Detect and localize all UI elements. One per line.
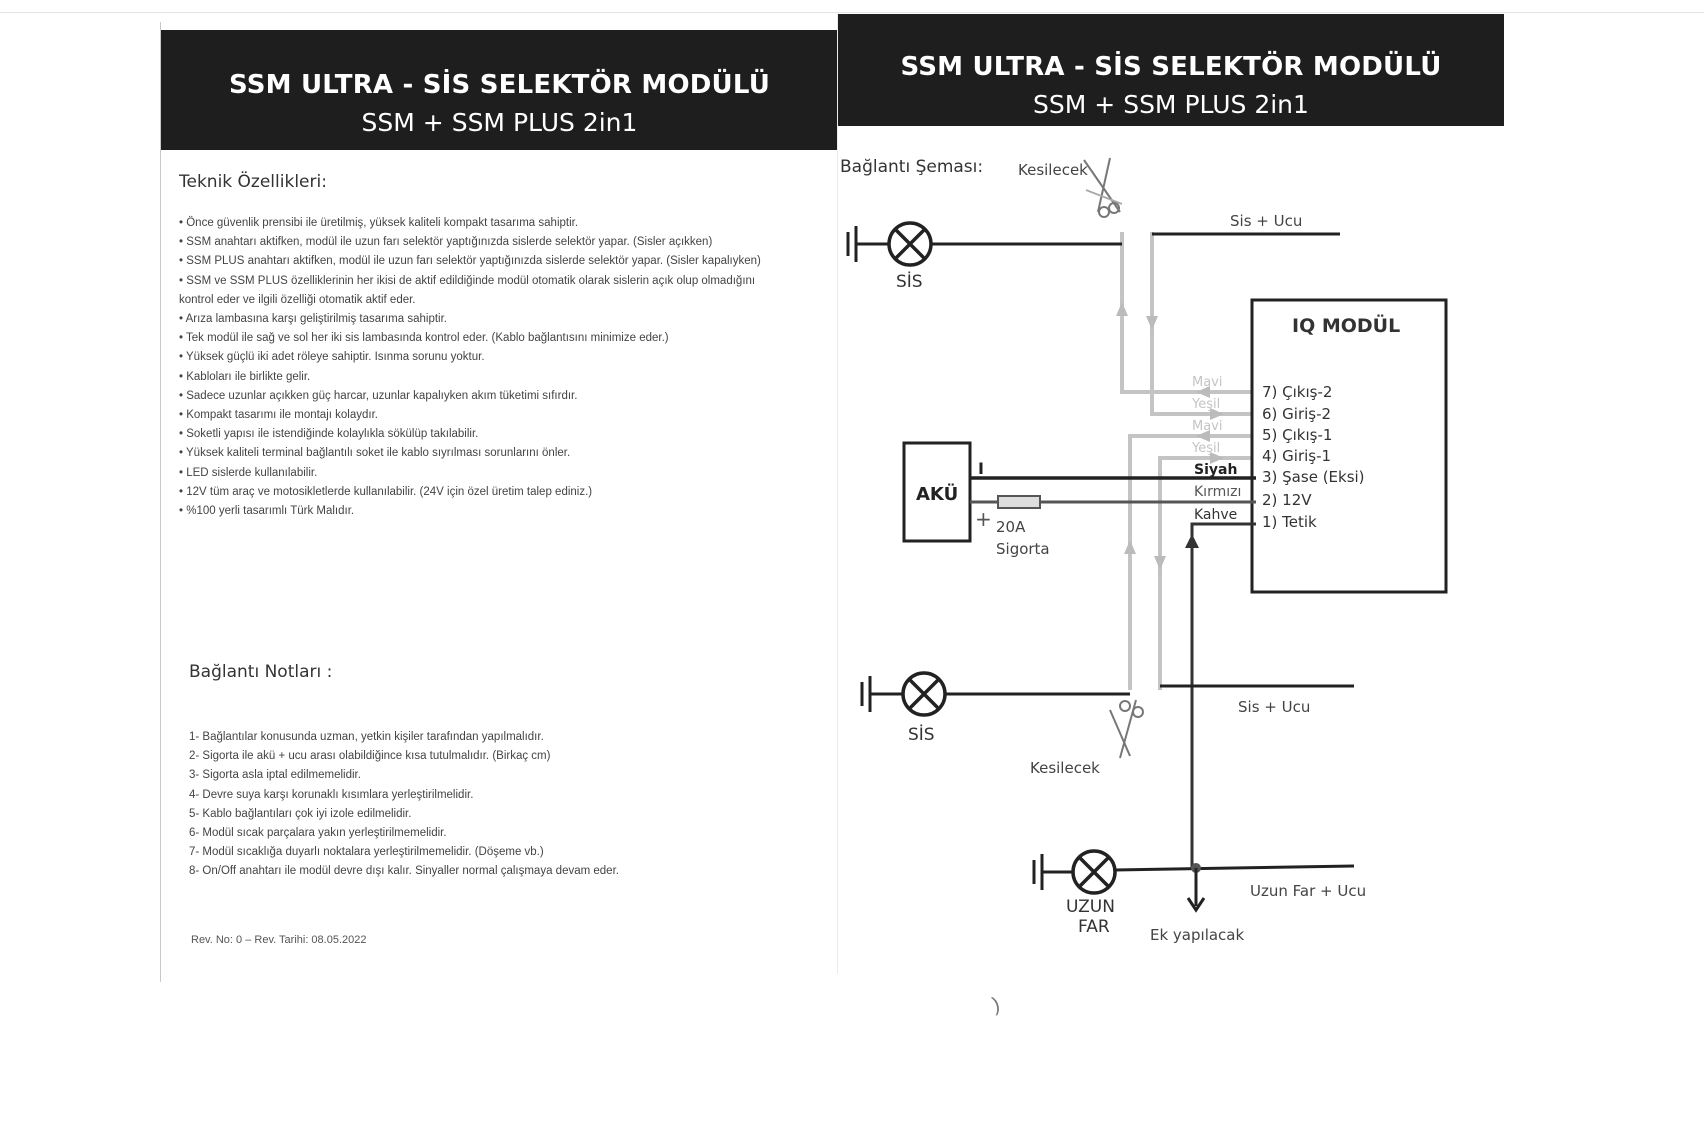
list-item: • Soketli yapısı ile istendiğinde kolaylıkla sökülüp takılabilir. [179, 425, 779, 444]
list-item: • Kabloları ile birlikte gelir. [179, 368, 779, 387]
list-item: 1- Bağlantılar konusunda uzman, yetkin kişiler tarafından yapılmalıdır. [189, 731, 544, 743]
trigger-wire [1192, 524, 1256, 868]
cut-label-top: Kesilecek [1018, 161, 1088, 179]
pin-label: 3) Şase (Eksi) [1262, 468, 1365, 486]
specs-title: Teknik Özellikleri: [179, 172, 327, 192]
list-item: 8- On/Off anahtarı ile modül devre dışı kalır. Sinyaller normal çalışmaya devam eder. [189, 865, 619, 878]
list-item: • Sadece uzunlar açıkken güç harcar, uzunlar kapalıyken akım tüketimi sıfırdır. [179, 387, 779, 406]
diagram-title: Bağlantı Şeması: [840, 157, 984, 177]
notes-title: Bağlantı Notları : [189, 662, 333, 682]
right-header-subtitle: SSM + SSM PLUS 2in1 [1033, 90, 1309, 119]
fuse-icon [998, 496, 1040, 508]
list-item: • Tek modül ile sağ ve sol her iki sis lambasında kontrol eder. (Kablo bağlantısını minimize eder.) [179, 329, 779, 348]
fog-lamp-bottom [862, 673, 945, 715]
fog-plus-label-top: Sis + Ucu [1230, 212, 1303, 230]
list-item: • Arıza lambasına karşı geliştirilmiş tasarıma sahiptir. [179, 310, 779, 329]
list-item: • Kompakt tasarımı ile montajı kolaydır. [179, 406, 779, 425]
trigger-arrow [1185, 534, 1199, 548]
pin-label: 1) Tetik [1262, 513, 1317, 531]
high-beam-label-1: UZUN [1066, 897, 1115, 917]
list-item: • %100 yerli tasarımlı Türk Malıdır. [179, 502, 779, 521]
list-item: • Önce güvenlik prensibi ile üretilmiş, yüksek kaliteli kompakt tasarıma sahiptir. [179, 214, 779, 233]
list-item: 5- Kablo bağlantıları çok iyi izole edilmelidir. [189, 807, 412, 820]
wire-color-label: Mavi [1192, 375, 1223, 390]
pin-label: 7) Çıkış-2 [1262, 383, 1333, 401]
module-title: IQ MODÜL [1292, 315, 1401, 337]
fog-plus-label-bottom: Sis + Ucu [1238, 698, 1311, 716]
pin-label: 5) Çıkış-1 [1262, 426, 1333, 444]
fog-signal-wires [1122, 232, 1258, 690]
list-item: • Yüksek kaliteli terminal bağlantılı soket ile kablo sıyrılması sorunlarını önler. [179, 444, 779, 463]
high-beam-wire [1115, 866, 1354, 870]
cut-label-bottom: Kesilecek [1030, 759, 1100, 777]
iq-module-box [1252, 300, 1446, 592]
list-item: 3- Sigorta asla iptal edilmemelidir. [189, 769, 361, 782]
scan-mark: ) [990, 993, 1003, 1017]
right-header-title: SSM ULTRA - SİS SELEKTÖR MODÜLÜ [900, 52, 1442, 82]
left-header-title: SSM ULTRA - SİS SELEKTÖR MODÜLÜ [228, 70, 771, 100]
list-item: • SSM anahtarı aktifken, modül ile uzun farı selektör yaptığınızda sislerde selektör yapar. (Sisler açıkken) [179, 233, 779, 252]
fog-lamp-top [848, 223, 931, 265]
pin-label: 2) 12V [1262, 491, 1312, 509]
splice-label: Ek yapılacak [1150, 926, 1245, 944]
battery-minus-label: I [978, 459, 984, 478]
pin-label: 4) Giriş-1 [1262, 447, 1332, 465]
battery-label: AKÜ [916, 484, 959, 505]
wire-color-label: Kırmızı [1194, 484, 1242, 500]
left-header-subtitle: SSM + SSM PLUS 2in1 [361, 108, 638, 137]
revision-info: Rev. No: 0 – Rev. Tarihi: 08.05.2022 [191, 934, 367, 946]
wire-color-label: Mavi [1192, 419, 1223, 434]
battery-plus-label: + [975, 507, 992, 531]
wire-color-label: Siyah [1194, 462, 1238, 478]
pin-label: 6) Giriş-2 [1262, 405, 1332, 423]
list-item: • Yüksek güçlü iki adet röleye sahiptir. Isınma sorunu yoktur. [179, 348, 779, 367]
high-beam-label-2: FAR [1078, 917, 1110, 937]
fuse-rating: 20A [996, 518, 1026, 536]
high-beam-plus-label: Uzun Far + Ucu [1250, 882, 1367, 900]
list-item: 2- Sigorta ile akü + ucu arası olabildiğince kısa tutulmalıdır. (Birkaç cm) [189, 750, 551, 763]
scissors-icon [1084, 158, 1122, 217]
high-beam-lamp [1034, 851, 1115, 893]
list-item: • LED sislerde kullanılabilir. [179, 464, 779, 483]
list-item: • SSM PLUS anahtarı aktifken, modül ile uzun farı selektör yaptığınızda sislerde selektör yapar. (Sisler kapalıyken) [179, 252, 779, 271]
list-item: 6- Modül sıcak parçalara yakın yerleştirilmemelidir. [189, 827, 447, 840]
fuse-label: Sigorta [996, 540, 1050, 558]
wire-color-label: Yeşil [1192, 441, 1221, 456]
fog-label-bottom: SİS [908, 725, 935, 745]
list-item: 7- Modül sıcaklığa duyarlı noktalara yerleştirilmemelidir. (Döşeme vb.) [189, 846, 544, 859]
list-item: • 12V tüm araç ve motosikletlerde kullanılabilir. (24V için özel üretim talep ediniz.) [179, 483, 779, 502]
list-item: 4- Devre suya karşı korunaklı kısımlara yerleştirilmelidir. [189, 788, 474, 801]
wire-color-label: Yeşil [1192, 397, 1221, 412]
scissors-icon [1110, 700, 1143, 758]
list-item: • SSM ve SSM PLUS özelliklerinin her ikisi de aktif edildiğinde modül otomatik olarak sislerin açık olup olmadığını kontrol eder ve ilgili özelliği otomatik aktif eder. [179, 272, 779, 310]
wire-color-label: Kahve [1194, 507, 1238, 523]
fog-label-top: SİS [896, 272, 923, 292]
